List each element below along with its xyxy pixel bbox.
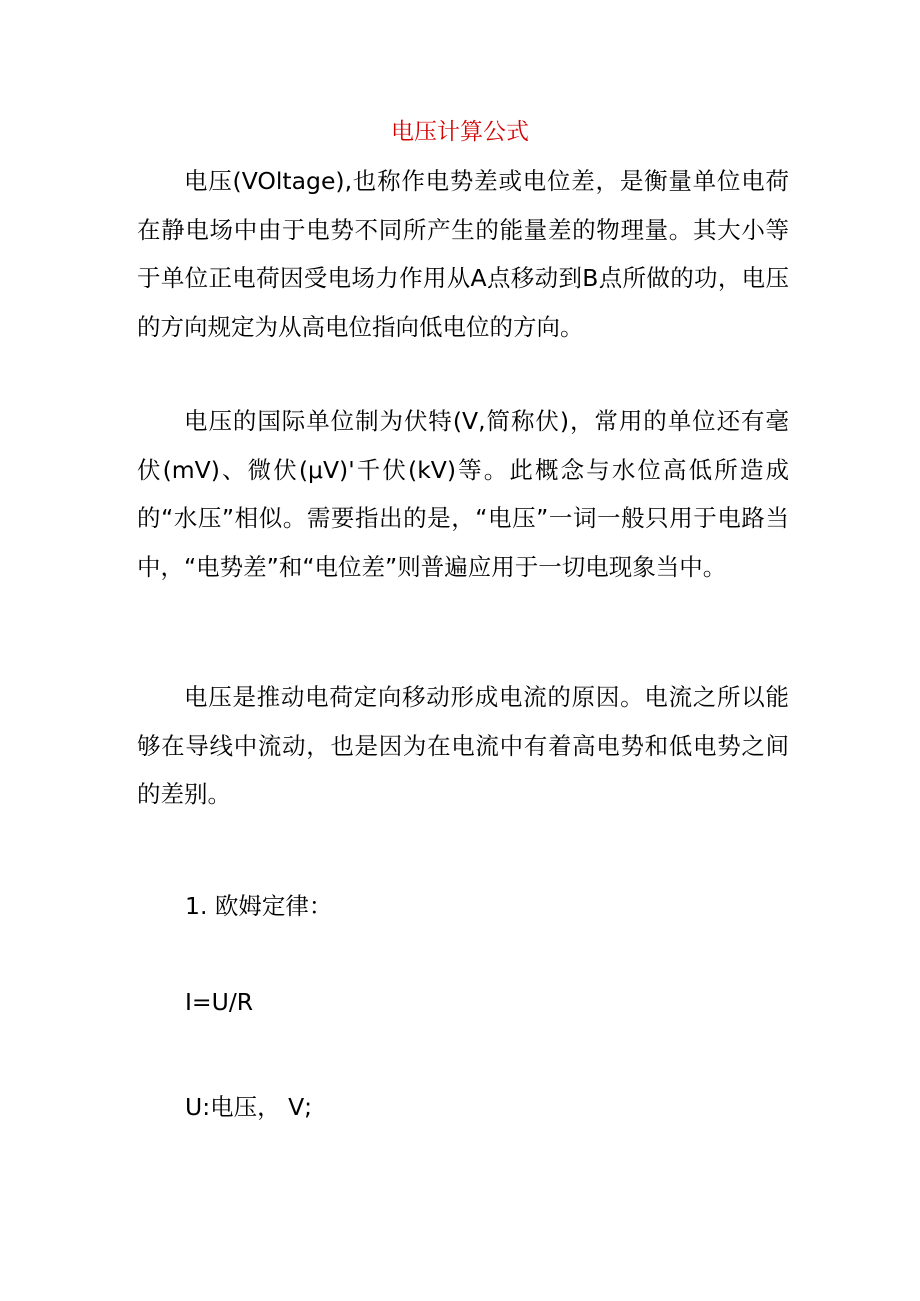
formula-ohms-law: I=U/R: [185, 988, 254, 1016]
document-title: 电压计算公式: [391, 119, 529, 145]
definition-voltage: U:电压， V;: [185, 1093, 313, 1121]
paragraph-voltage-cause: 电压是推动电荷定向移动形成电流的原因。电流之所以能够在导线中流动，也是因为在电流中有着高电势和低电势之间的差别。: [137, 683, 789, 808]
paragraph-voltage-definition: 电压(VOltage),也称作电势差或电位差，是衡量单位电荷在静电场中由于电势不同所产生的能量差的物理量。其大小等于单位正电荷因受电场力作用从A点移动到B点所做的功，电压的方向规定为从高电位指向低电位的方向。: [137, 167, 789, 341]
section-heading-ohms-law: 1. 欧姆定律：: [185, 892, 333, 920]
paragraph-voltage-units: 电压的国际单位制为伏特(V,简称伏)，常用的单位还有毫伏(mV)、微伏(μV)'千伏(kV)等。此概念与水位高低所造成的“水压”相似。需要指出的是，“电压”一词一般只用于电路当中，“电势差”和“电位差”则普遍应用于一切电现象当中。: [137, 407, 789, 581]
